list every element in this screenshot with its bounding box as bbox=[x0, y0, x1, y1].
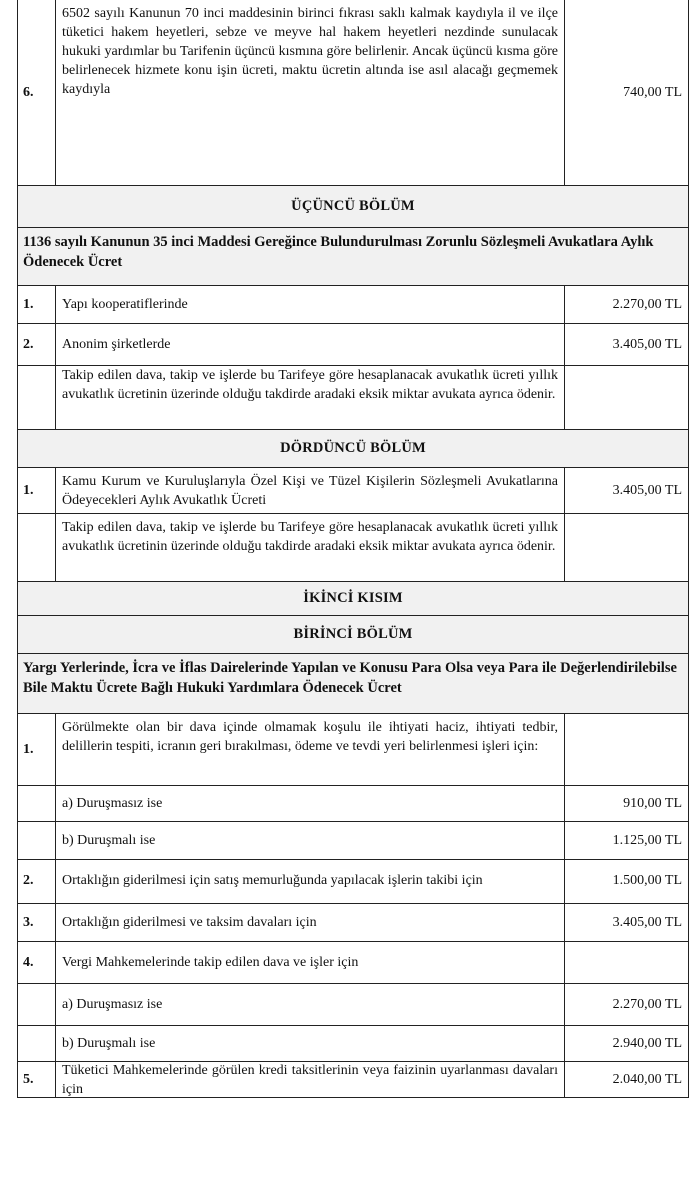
item-amount: 2.270,00 TL bbox=[612, 996, 682, 1012]
item-amount: 3.405,00 TL bbox=[612, 914, 682, 930]
item-description bbox=[56, 1062, 565, 1097]
description-text: Vergi Mahkemelerinde takip edilen dava ve işler için bbox=[62, 955, 359, 970]
table-row bbox=[18, 714, 688, 786]
section-title: BİRİNCİ BÖLÜM bbox=[293, 626, 413, 642]
item-description bbox=[56, 904, 565, 941]
item-description bbox=[56, 468, 565, 513]
table-row bbox=[18, 0, 688, 186]
item-number: 2. bbox=[18, 858, 56, 903]
table-row bbox=[18, 984, 688, 1026]
item-amount: 2.940,00 TL bbox=[612, 1035, 682, 1051]
description-text: b) Duruşmalı ise bbox=[62, 833, 156, 848]
item-description bbox=[56, 362, 565, 429]
item-amount bbox=[565, 942, 688, 983]
description-text: Ortaklığın giderilmesi ve taksim davaları için bbox=[62, 915, 317, 930]
item-number: 6. bbox=[18, 0, 56, 185]
description-text: a) Duruşmasız ise bbox=[62, 796, 163, 811]
table-subheader-row bbox=[18, 654, 688, 714]
item-amount: 2.040,00 TL bbox=[612, 1071, 682, 1087]
description-text: Takip edilen dava, takip ve işlerde bu Tarifeye göre hesaplanacak avukatlık ücreti yıllık avukatlık ücretinin üzerinde olduğu takdirde aradaki eksik miktar avukata ayrıca ödenir. bbox=[62, 520, 558, 554]
item-number bbox=[18, 514, 56, 581]
item-number: 1. bbox=[18, 714, 56, 785]
description-text: Tüketici Mahkemelerinde görülen kredi taksitlerinin veya faizinin uyarlanması davaları için bbox=[62, 1062, 558, 1097]
item-amount: 740,00 TL bbox=[623, 84, 682, 100]
item-description bbox=[56, 0, 565, 185]
description-text: a) Duruşmasız ise bbox=[62, 997, 163, 1012]
section-heading-row bbox=[18, 186, 688, 228]
item-number: 1. bbox=[18, 286, 56, 323]
item-amount: 1.125,00 TL bbox=[612, 832, 682, 848]
table-row bbox=[18, 1026, 688, 1062]
item-description bbox=[56, 822, 565, 859]
item-amount: 3.405,00 TL bbox=[612, 482, 682, 498]
item-description bbox=[56, 286, 565, 323]
item-number bbox=[18, 984, 56, 1025]
subheader-text: 1136 sayılı Kanunun 35 inci Maddesi Gereğince Bulundurulması Zorunlu Sözleşmeli Avukatlara Aylık Ödenecek Ücret bbox=[23, 234, 654, 270]
section-heading-row bbox=[18, 616, 688, 654]
item-number: 4. bbox=[18, 942, 56, 983]
section-title: ÜÇÜNCÜ BÖLÜM bbox=[291, 198, 415, 214]
item-amount: 910,00 TL bbox=[623, 795, 682, 811]
item-description bbox=[56, 786, 565, 821]
description-text: Görülmekte olan bir dava içinde olmamak koşulu ile ihtiyati haciz, ihtiyati tedbir, delillerin tespiti, icranın geri bırakılması, ödeme ve tevdi yeri belirlenmesi işleri için: bbox=[62, 720, 558, 754]
table-row bbox=[18, 786, 688, 822]
item-number bbox=[18, 362, 56, 429]
description-text: Anonim şirketlerde bbox=[62, 337, 171, 352]
section-heading-row bbox=[18, 430, 688, 468]
item-number: 5. bbox=[18, 1062, 56, 1097]
item-description bbox=[56, 714, 565, 785]
table-row bbox=[18, 324, 688, 366]
table-row bbox=[18, 1062, 688, 1098]
table-row bbox=[18, 942, 688, 984]
section-title: İKİNCİ KISIM bbox=[303, 590, 403, 606]
section-title: DÖRDÜNCÜ BÖLÜM bbox=[280, 440, 426, 456]
item-description bbox=[56, 324, 565, 365]
item-amount bbox=[565, 514, 688, 581]
item-number bbox=[18, 1026, 56, 1061]
item-description bbox=[56, 514, 565, 581]
description-text: Ortaklığın giderilmesi için satış memurluğunda yapılacak işlerin takibi için bbox=[62, 873, 483, 888]
table-row bbox=[18, 904, 688, 942]
description-text: Takip edilen dava, takip ve işlerde bu Tarifeye göre hesaplanacak avukatlık ücreti yıllık avukatlık ücretinin üzerinde olduğu takdirde aradaki eksik miktar avukata ayrıca ödenir. bbox=[62, 368, 558, 402]
item-number: 2. bbox=[18, 324, 56, 365]
item-number: 3. bbox=[18, 904, 56, 941]
subheader-text: Yargı Yerlerinde, İcra ve İflas Dairelerinde Yapılan ve Konusu Para Olsa veya Para ile Değerlendirilebilse Bile Maktu Ücrete Bağlı Hukuki Yardımlara Ödenecek Ücret bbox=[23, 660, 677, 696]
item-number bbox=[18, 786, 56, 821]
table-row bbox=[18, 858, 688, 904]
item-description bbox=[56, 1026, 565, 1061]
description-text: b) Duruşmalı ise bbox=[62, 1036, 156, 1051]
item-amount bbox=[565, 714, 688, 785]
table-subheader-row bbox=[18, 228, 688, 286]
item-amount: 1.500,00 TL bbox=[612, 872, 682, 888]
item-amount: 3.405,00 TL bbox=[612, 336, 682, 352]
item-amount bbox=[565, 362, 688, 429]
fee-table bbox=[17, 0, 689, 1098]
item-amount: 2.270,00 TL bbox=[612, 296, 682, 312]
item-description bbox=[56, 984, 565, 1025]
table-row bbox=[18, 514, 688, 582]
item-description bbox=[56, 942, 565, 983]
item-number bbox=[18, 822, 56, 859]
table-row bbox=[18, 362, 688, 430]
table-row bbox=[18, 468, 688, 514]
description-text: Kamu Kurum ve Kuruluşlarıyla Özel Kişi ve Tüzel Kişilerin Sözleşmeli Avukatlarına Ödeyecekleri Aylık Avukatlık Ücreti bbox=[62, 473, 558, 508]
item-number: 1. bbox=[18, 468, 56, 513]
description-text: Yapı kooperatiflerinde bbox=[62, 297, 188, 312]
table-row bbox=[18, 286, 688, 324]
description-text: 6502 sayılı Kanunun 70 inci maddesinin birinci fıkrası saklı kalmak kaydıyla il ve ilçe tüketici hakem heyetleri, sebze ve meyve hal hakem heyetleri nezdinde sunulacak hukuki yardımlar bu Tarifenin üçüncü kısmına göre belirlenir. Ancak üçüncü kısma göre belirlenecek hizmete konu işin ücreti, maktu ücretin altında ise asıl alacağı geçmemek kaydıyla bbox=[62, 6, 558, 97]
table-row bbox=[18, 822, 688, 860]
section-heading-row bbox=[18, 582, 688, 616]
item-description bbox=[56, 858, 565, 903]
